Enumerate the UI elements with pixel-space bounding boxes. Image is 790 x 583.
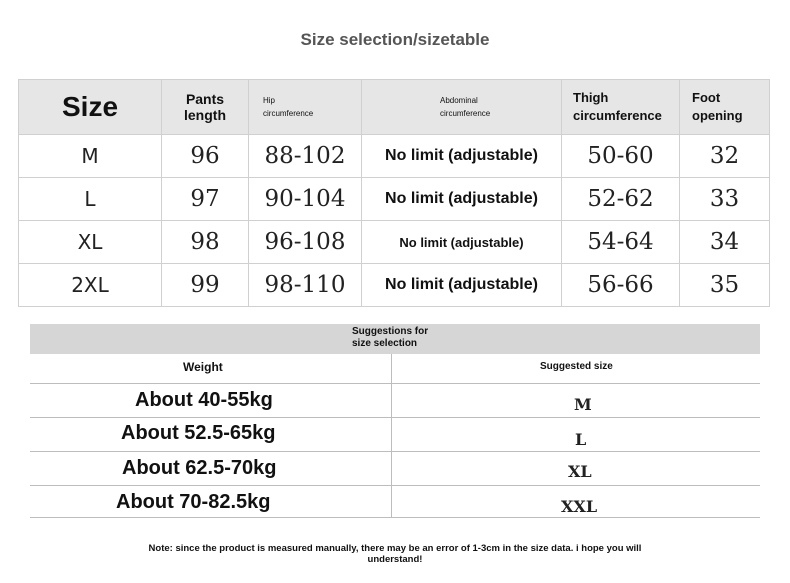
- suggestions-title: [352, 326, 428, 350]
- size-table: [18, 79, 770, 307]
- note-line2: understand!: [367, 554, 423, 565]
- cell-hip: 96-108: [249, 221, 362, 264]
- weight-value: About 70-82.5kg: [116, 491, 271, 513]
- cell-hip: 98-110: [249, 264, 362, 307]
- cell-thigh: 52-62: [562, 178, 680, 221]
- header-pants-line2: length: [184, 107, 226, 123]
- cell-hip: 90-104: [249, 178, 362, 221]
- cell-thigh: 50-60: [562, 135, 680, 178]
- cell-thigh: 56-66: [562, 264, 680, 307]
- cell-pants: 98: [162, 221, 249, 264]
- cell-pants: 96: [162, 135, 249, 178]
- cell-hip: 88-102: [249, 135, 362, 178]
- disclaimer-note: [70, 543, 720, 565]
- header-pants-line1: Pants: [185, 91, 225, 107]
- header-abdominal: [362, 80, 562, 135]
- page-title: Size selection/sizetable: [300, 30, 490, 49]
- suggestions-title-line2: size selection: [352, 338, 418, 349]
- cell-foot: 32: [680, 135, 770, 178]
- suggested-size-value: XXL: [561, 497, 598, 516]
- cell-foot: 34: [680, 221, 770, 264]
- suggested-size-value: M: [574, 395, 592, 414]
- header-hip-line1: Hip: [263, 96, 276, 105]
- header-thigh-line1: Thigh: [573, 90, 609, 105]
- cell-abdominal: No limit (adjustable): [362, 221, 562, 264]
- column-divider: [391, 354, 392, 517]
- header-size: Size: [19, 80, 162, 135]
- cell-thigh: 54-64: [562, 221, 680, 264]
- suggestions-title-line1: Suggestions for: [352, 326, 429, 337]
- cell-size: L: [19, 178, 162, 221]
- cell-pants: 97: [162, 178, 249, 221]
- header-foot: [680, 80, 770, 135]
- suggested-size-value: XL: [568, 462, 592, 481]
- cell-size: 2XL: [19, 264, 162, 307]
- header-thigh: [562, 80, 680, 135]
- cell-size: M: [19, 135, 162, 178]
- table-row: [19, 221, 770, 264]
- header-foot-line2: opening: [692, 108, 743, 123]
- header-pants-length: [162, 80, 249, 135]
- header-hip-line2: circumference: [263, 109, 314, 118]
- weight-column-label: Weight: [183, 360, 223, 374]
- cell-pants: 99: [162, 264, 249, 307]
- table-row: [19, 264, 770, 307]
- suggested-size-column-label: Suggested size: [540, 361, 613, 372]
- size-table-header: [19, 80, 770, 135]
- cell-foot: 33: [680, 178, 770, 221]
- table-row: [19, 178, 770, 221]
- cell-size: XL: [19, 221, 162, 264]
- weight-value: About 40-55kg: [135, 389, 273, 411]
- suggested-size-value: L: [575, 430, 587, 449]
- cell-foot: 35: [680, 264, 770, 307]
- header-abdominal-line1: Abdominal: [440, 96, 478, 105]
- table-row: [19, 135, 770, 178]
- header-hip: [249, 80, 362, 135]
- cell-abdominal: No limit (adjustable): [362, 135, 562, 178]
- weight-value: About 52.5-65kg: [121, 422, 276, 444]
- note-line1: Note: since the product is measured manually, there may be an error of 1-3cm in the size data. i hope you will: [148, 543, 642, 554]
- cell-abdominal: No limit (adjustable): [362, 264, 562, 307]
- header-foot-line1: Foot: [692, 90, 721, 105]
- header-abdominal-line2: circumference: [440, 109, 491, 118]
- weight-value: About 62.5-70kg: [122, 457, 277, 479]
- suggestions-column-row: [30, 354, 760, 384]
- header-thigh-line2: circumference: [573, 108, 662, 123]
- cell-abdominal: No limit (adjustable): [362, 178, 562, 221]
